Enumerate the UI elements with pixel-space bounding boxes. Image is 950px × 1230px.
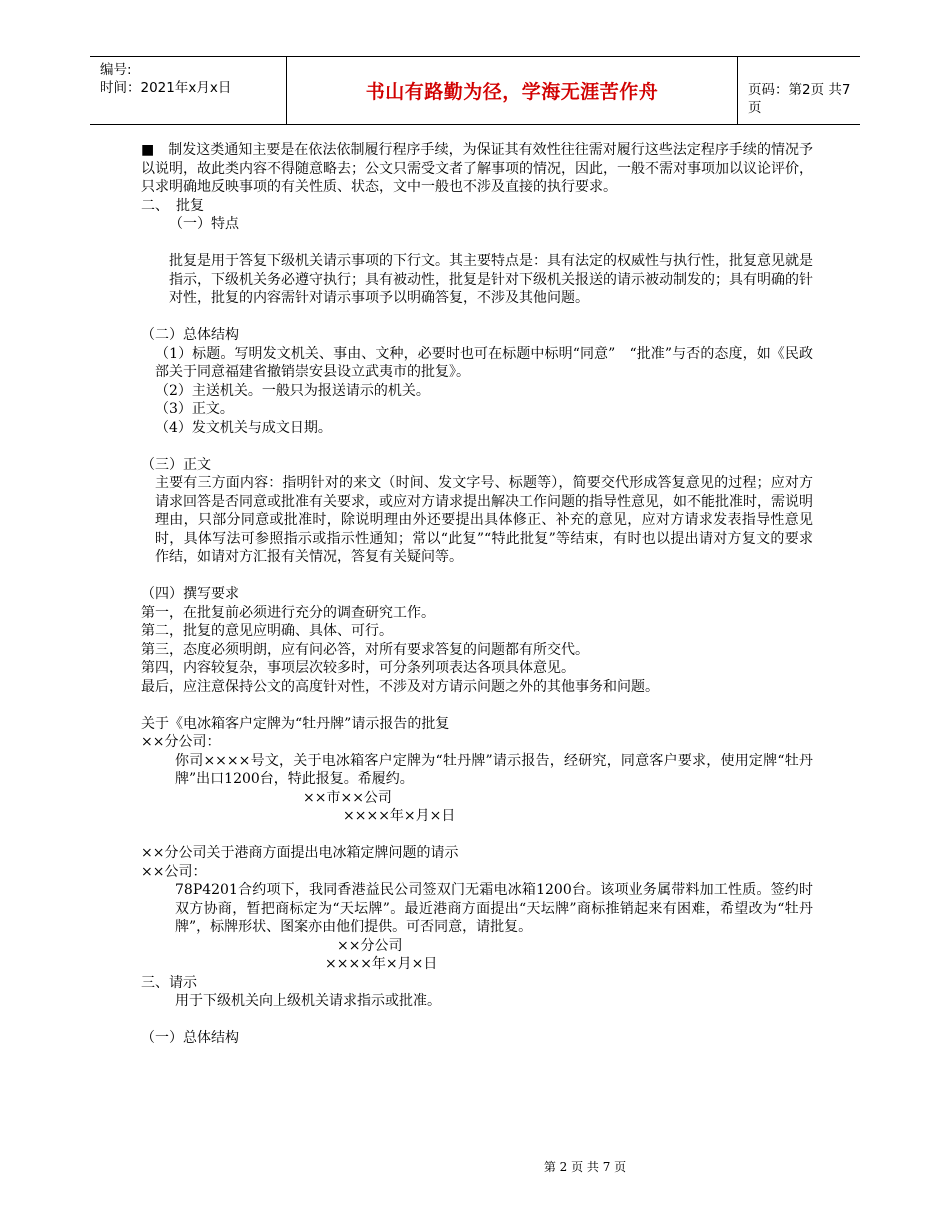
example-request-recipient: ××公司： [141,863,207,880]
paragraph-qingshi-def: 用于下级机关向上级机关请求指示或批准。 [175,993,441,1009]
requirement-item-last: 最后，应注意保持公文的高度针对性，不涉及对方请示问题之外的其他事务和问题。 [141,678,659,695]
page-header [90,56,860,125]
paragraph-features: 批复是用于答复下级机关请示事项的下行文。其主要特点是：具有法定的权威性与执行性，批复意见就是指示，下级机关务必遵守执行；具有被动性，批复是针对下级机关报送的请示被动制发的；具有明确的针对性，批复的内容需针对请示事项予以明确答复，不涉及其他问题。 [169,253,813,306]
requirement-item-2: 第二，批复的意见应明确、具体、可行。 [141,623,393,639]
example-reply-sender: ××市××公司 [303,789,392,806]
blank-line [141,1011,813,1030]
footer-page-number: 第 2 页 共 7 页 [543,1160,627,1174]
header-page-cell [738,57,860,124]
example-request-body: 78P4201合约项下，我同香港益民公司签双门无霜电冰箱1200台。该项业务属带料加工性质。签约时双方协商，暂把商标定为“天坛牌”。最近港商方面提出“天坛牌”商标推销起来有困难，希望改为“牡丹牌”，标牌形状、图案亦由他们提供。可否同意，请批复。 [175,882,813,935]
example-reply-title: 关于《电冰箱客户定牌为“牡丹牌”请示报告的批复 [141,715,450,732]
page-info: 页码：第2页 共7页 [748,82,851,116]
example-request-date: ××××年×月×日 [325,956,438,972]
example-request-sender: ××分公司 [337,937,403,954]
header-motto-cell [286,57,738,124]
structure-item-4: （4）发文机关与成文日期。 [155,419,332,436]
document-body [141,141,813,1048]
subheading-body: （三）正文 [141,456,211,473]
section-heading-pifu: 二、 批复 [141,197,204,214]
subheading-structure: （二）总体结构 [141,327,239,343]
example-request-title: ××分公司关于港商方面提出电冰箱定牌问题的请示 [141,845,459,861]
example-reply-recipient: ××分公司： [141,734,221,750]
requirement-item-3: 第三，态度必须明朗，应有问必答，对所有要求答复的问题都有所交代。 [141,641,589,658]
motto-text: 书山有路勤为径，学海无涯苦作舟 [365,81,659,103]
structure-item-1: （1）标题。写明发文机关、事由、文种，必要时也可在标题中标明“同意” “批准”与否的态度，如《民政部关于同意福建省撤销崇安县设立武夷市的批复》。 [155,345,813,380]
page-footer [0,1158,950,1175]
paragraph-body-content: 主要有三方面内容：指明针对的来文（时间、发文字号、标题等），简要交代形成答复意见的过程；应对方请求回答是否同意或批准有关要求，或应对方请求提出解决工作问题的指导性意见，如不能批准时，需说明理由，只部分同意或批准时，除说明理由外还要提出具体修正、补充的意见，应对方请求发表指导性意见时，具体写法可参照指示或指示性通知；常以“此复”“特此批复”等结束，有时也以提出请对方复文的要求作结，如请对方汇报有关情况，答复有关疑问等。 [155,475,813,565]
blank-line [141,696,813,715]
example-reply-body: 你司××××号文，关于电冰箱客户定牌为“牡丹牌”请示报告，经研究，同意客户要求，使用定牌“牡丹牌”出口1200台，特此报复。希履约。 [175,752,813,787]
blank-line [141,437,813,456]
date-label: 时间：2021年x月x日 [100,80,232,96]
number-label: 编号: [100,62,132,78]
requirement-item-1: 第一，在批复前必须进行充分的调查研究工作。 [141,604,435,621]
example-reply-date: ××××年×月×日 [343,808,456,824]
structure-item-2: （2）主送机关。一般只为报送请示的机关。 [155,382,430,399]
paragraph-notice-note: ■ 制发这类通知主要是在依法依制履行程序手续，为保证其有效性往往需对履行这些法定程序手续的情况予以说明，故此类内容不得随意略去；公文只需受文者了解事项的情况，因此，一般不需对事项加以议论评价，只求明确地反映事项的有关性质、状态，文中一般也不涉及直接的执行要求。 [141,142,813,195]
requirement-item-4: 第四，内容较复杂，事项层次较多时，可分条列项表达各项具体意见。 [141,660,575,676]
subheading-requirements: （四）撰写要求 [141,586,239,602]
blank-line [141,308,813,327]
header-left-cell [90,57,286,124]
blank-line [141,234,813,253]
blank-line [141,826,813,845]
structure-item-3: （3）正文。 [155,401,234,417]
blank-line [141,567,813,586]
subheading-qingshi-structure: （一）总体结构 [141,1030,239,1046]
section-heading-qingshi: 三、请示 [141,974,197,991]
subheading-features: （一）特点 [169,216,239,232]
